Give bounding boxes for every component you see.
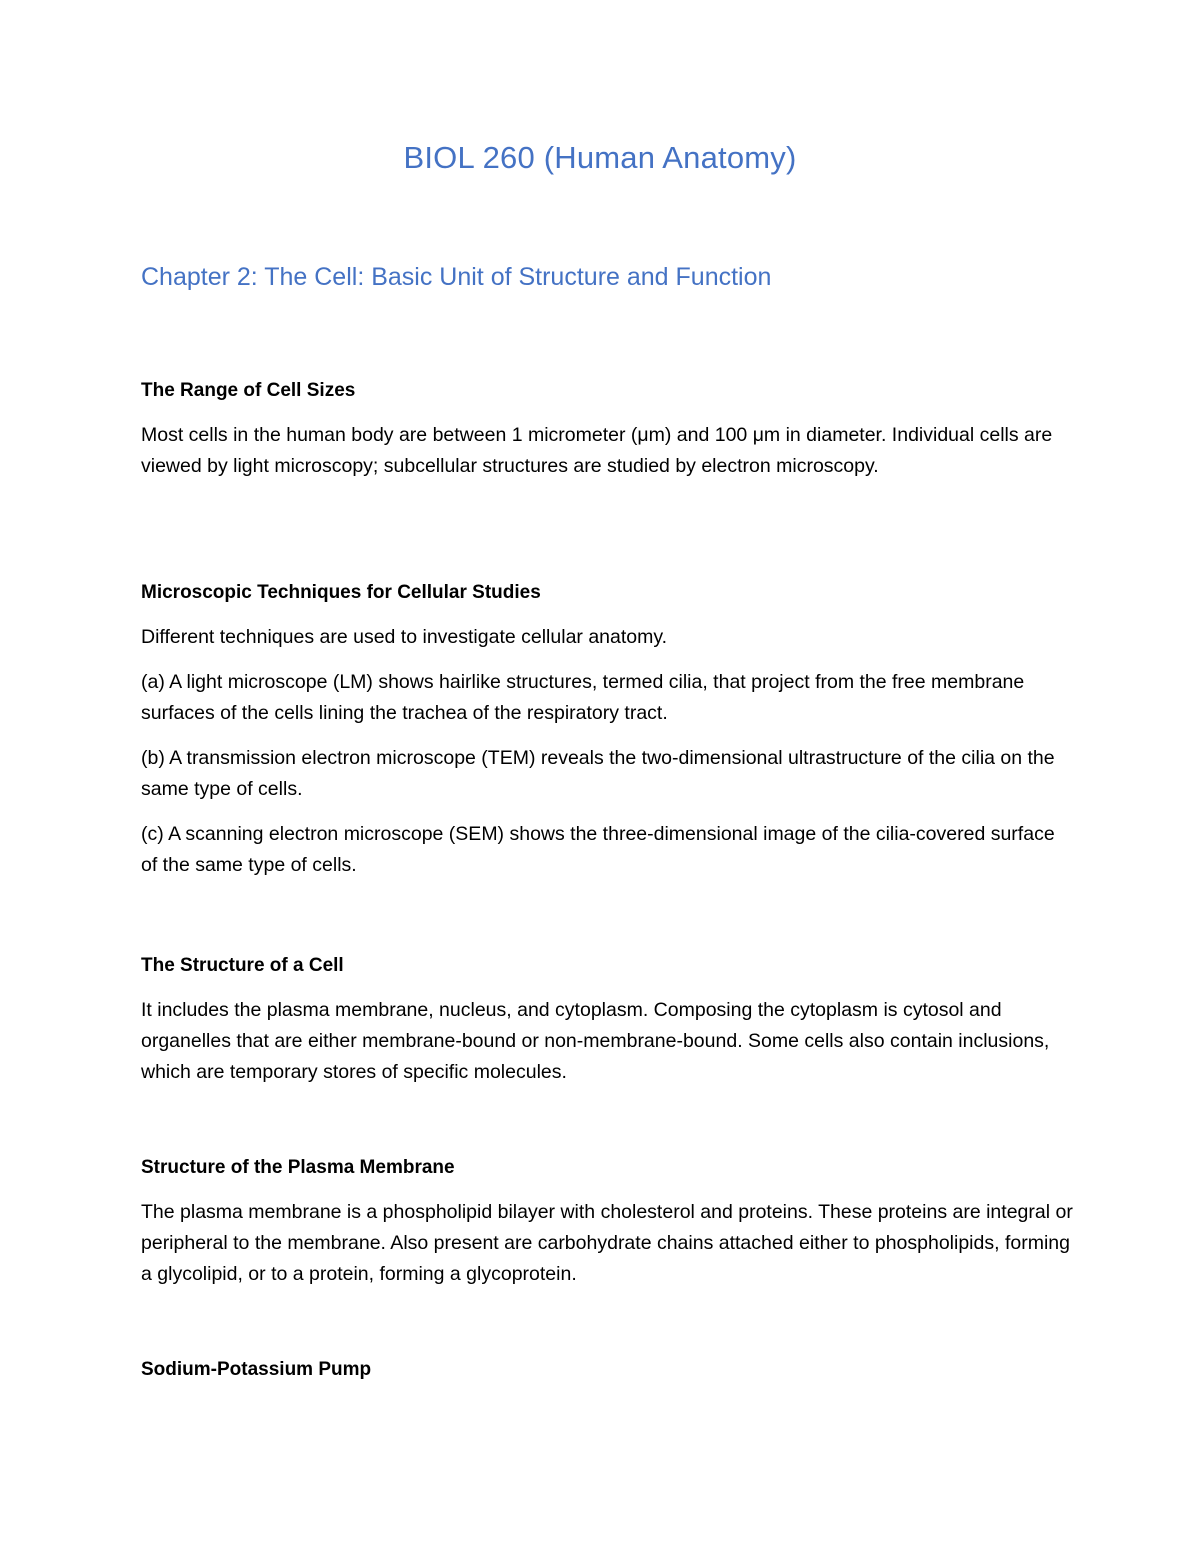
section-structure-of-cell — [141, 950, 1076, 1088]
paragraph: (b) A transmission electron microscope (TEM) reveals the two-dimensional ultrastructure of the cilia on the same type of cells. — [141, 747, 1055, 800]
chapter-heading: Chapter 2: The Cell: Basic Unit of Structure and Function — [141, 263, 772, 291]
section-heading: Structure of the Plasma Membrane — [141, 1157, 455, 1178]
paragraph: It includes the plasma membrane, nucleus, and cytoplasm. Composing the cytoplasm is cytosol and organelles that are either membrane-bound or non-membrane-bound. Some cells also contain inclusions, which are temporary stores of specific molecules. — [141, 999, 1050, 1083]
section-heading: The Range of Cell Sizes — [141, 380, 356, 401]
section-sodium-potassium-pump — [141, 1354, 1076, 1385]
paragraph: Most cells in the human body are between 1 micrometer (μm) and 100 μm in diameter. Individual cells are viewed by light microscopy; subcellular structures are studied by electron microscopy. — [141, 424, 1053, 477]
section-cell-sizes — [141, 375, 1076, 482]
section-microscopic-techniques — [141, 577, 1076, 881]
section-heading: Sodium-Potassium Pump — [141, 1359, 372, 1380]
paragraph: (c) A scanning electron microscope (SEM) shows the three-dimensional image of the cilia-covered surface of the same type of cells. — [141, 823, 1055, 876]
document-title: BIOL 260 (Human Anatomy) — [403, 140, 797, 175]
section-heading: Microscopic Techniques for Cellular Studies — [141, 582, 541, 603]
section-heading: The Structure of a Cell — [141, 955, 344, 976]
section-plasma-membrane — [141, 1152, 1076, 1290]
paragraph: (a) A light microscope (LM) shows hairlike structures, termed cilia, that project from the free membrane surfaces of the cells lining the trachea of the respiratory tract. — [141, 671, 1025, 724]
paragraph: The plasma membrane is a phospholipid bilayer with cholesterol and proteins. These proteins are integral or peripheral to the membrane. Also present are carbohydrate chains attached either to phospholipids, forming a glycolipid, or to a protein, forming a glycoprotein. — [141, 1201, 1073, 1285]
paragraph: Different techniques are used to investigate cellular anatomy. — [141, 626, 668, 648]
